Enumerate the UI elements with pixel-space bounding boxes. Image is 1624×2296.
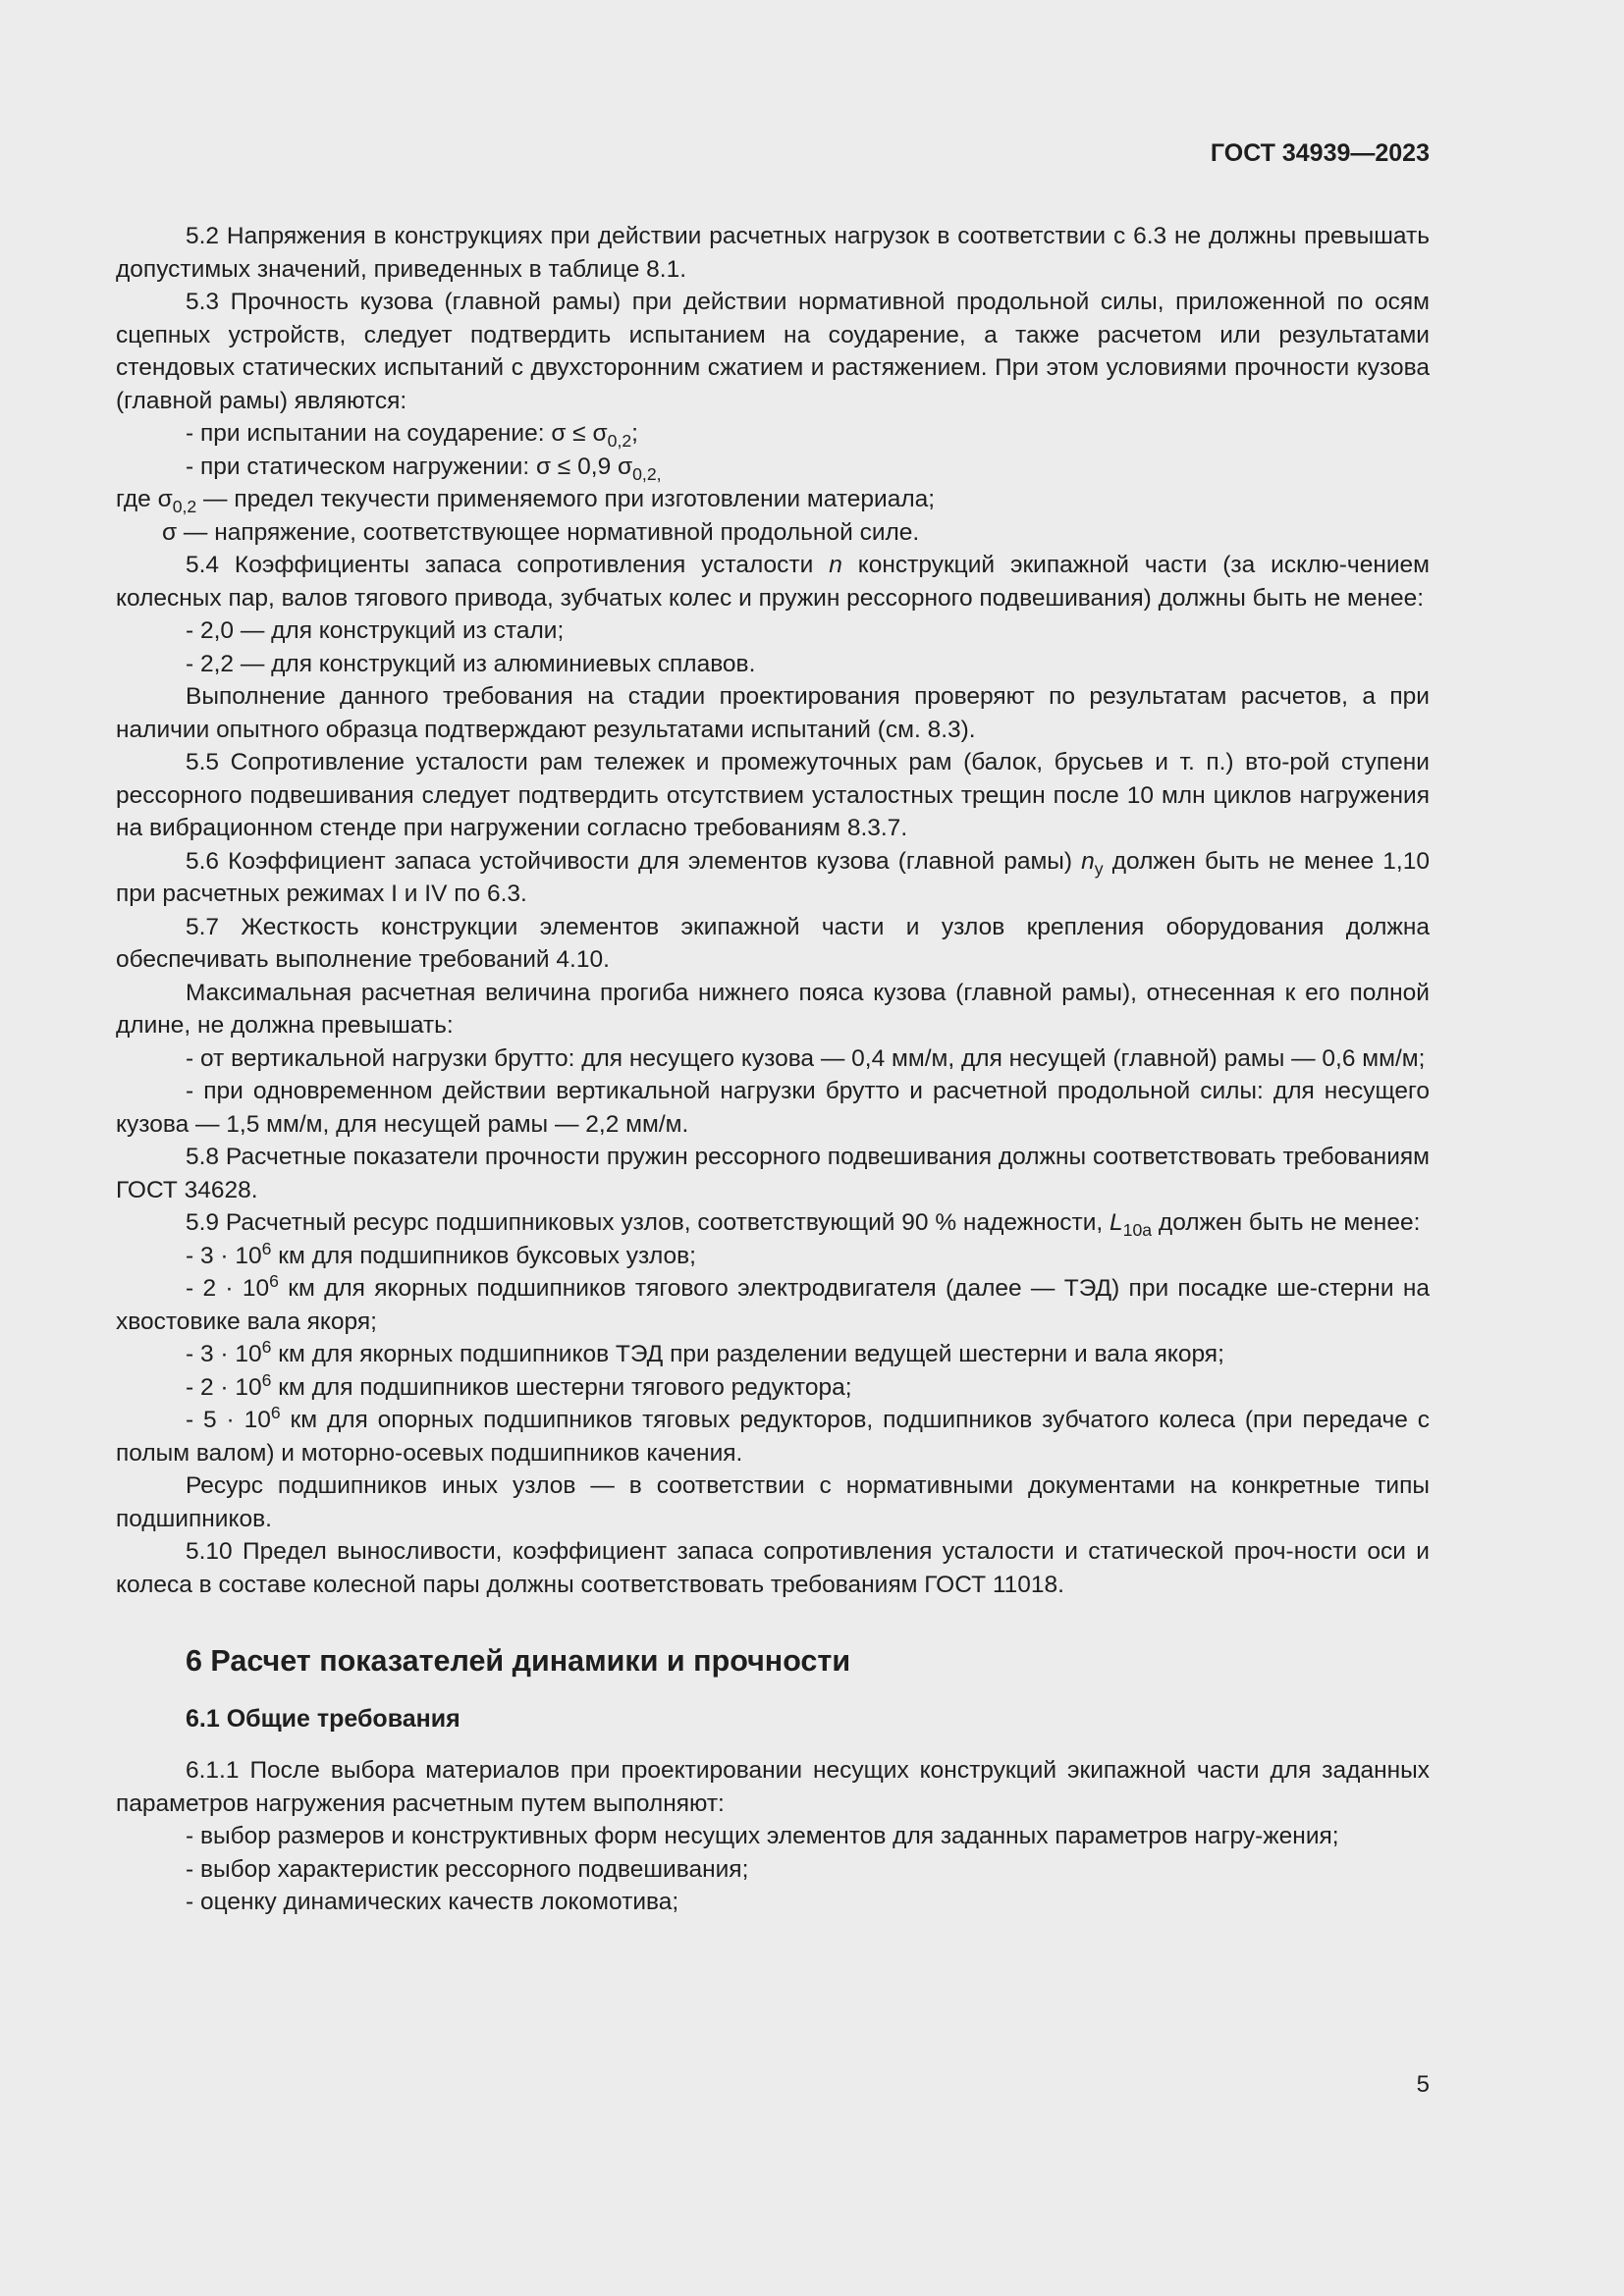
paragraph-5-6: 5.6 Коэффициент запаса устойчивости для элементов кузова (главной рамы) $n_у$ должен быть не менее 1,10 при расчетных режимах I и IV по 6.3. (116, 847, 1430, 907)
paragraph-5-9-item-1: - $3 \cdot 10^6$ км для подшипников буксовых узлов; (186, 1238, 696, 1269)
paragraph-5-7-item-2: - при одновременном действии вертикальной нагрузки брутто и расчетной продольной силы: для несущего кузова — 1,5 мм/м, для несущей рамы — 2,2 мм/м. (116, 1078, 1430, 1138)
paragraph-5-3-where: где $\sigma_{0,2}$ — предел текучести применяемого при изготовлении материала; (116, 486, 936, 516)
paragraph-5-9-note: Ресурс подшипников иных узлов — в соответствии с нормативными документами на конкретные типы подшипников. (116, 1472, 1430, 1532)
paragraph-5-8: 5.8 Расчетные показатели прочности пружин рессорного подвешивания должны соответствовать требованиям ГОСТ 34628. (116, 1144, 1430, 1203)
document-page (116, 137, 1430, 1919)
paragraph-5-7-b: Максимальная расчетная величина прогиба нижнего пояса кузова (главной рамы), отнесенная к его полной длине, не должна превышать: (116, 979, 1430, 1039)
document-body (116, 220, 1430, 1919)
paragraph-5-9-item-3: - $3 \cdot 10^6$ км для якорных подшипников ТЭД при разделении ведущей шестерни и вала якоря; (186, 1336, 1224, 1367)
paragraph-6-1-1-item-3: - оценку динамических качеств локомотива; (186, 1889, 679, 1915)
paragraph-5-9: 5.9 Расчетный ресурс подшипниковых узлов, соответствующий 90 % надежности, $L_{10a}$ должен быть не менее: (186, 1209, 1421, 1240)
paragraph-5-3: 5.3 Прочность кузова (главной рамы) при действии нормативной продольной силы, приложенной по осям сцепных устройств, следует подтвердить испытанием на соударение, а также расчетом или результатами стендовых статических испытаний с двухсторонним сжатием и растяжением. При этом условиями прочности кузова (главной рамы) являются: (116, 289, 1430, 414)
paragraph-5-9-item-2: - $2 \cdot 10^6$ км для якорных подшипников тягового электродвигателя (далее — ТЭД) при посадке ше-стерни на хвостовике вала якоря; (116, 1270, 1430, 1335)
paragraph-5-9-item-4: - $2 \cdot 10^6$ км для подшипников шестерни тягового редуктора; (186, 1369, 852, 1401)
paragraph-5-3-sigma: σ — напряжение, соответствующее нормативной продольной силе. (162, 518, 920, 546)
document-number: ГОСТ 34939—2023 (1210, 139, 1430, 167)
paragraph-5-3-item-a: - при испытании на соударение: $\sigma \le \sigma_{0,2}$; (186, 420, 638, 451)
paragraph-5-4-item-1: - 2,0 — для конструкций из стали; (186, 617, 565, 644)
paragraph-6-1-1-item-2: - выбор характеристик рессорного подвешивания; (186, 1855, 749, 1883)
paragraph-5-4: 5.4 Коэффициенты запаса сопротивления усталости n конструкций экипажной части (за исклю-чением колесных пар, валов тягового привода, зубчатых колес и пружин рессорного подвешивания) должны быть не менее: (116, 552, 1431, 612)
paragraph-6-1-1: 6.1.1 После выбора материалов при проектировании несущих конструкций экипажной части для заданных параметров нагружения расчетным путем выполняют: (116, 1757, 1430, 1817)
paragraph-5-7: 5.7 Жесткость конструкции элементов экипажной части и узлов крепления оборудования должна обеспечивать выполнение требований 4.10. (116, 913, 1430, 973)
paragraph-5-2: 5.2 Напряжения в конструкциях при действии расчетных нагрузок в соответствии с 6.3 не должны превышать допустимых значений, приведенных в таблице 8.1. (116, 223, 1430, 283)
paragraph-5-3-item-b: - при статическом нагружении: σ ≤ 0,9 $\sigma_{0,2,}$ (186, 453, 662, 484)
paragraph-5-5: 5.5 Сопротивление усталости рам тележек и промежуточных рам (балок, брусьев и т. п.) вто-рой ступени рессорного подвешивания следует подтвердить отсутствием усталостных трещин после 10 млн циклов нагружения на вибрационном стенде при нагружении согласно требованиям 8.3.7. (116, 749, 1430, 841)
paragraph-6-1-1-item-1: - выбор размеров и конструктивных форм несущих элементов для заданных параметров нагру-жения; (186, 1823, 1339, 1849)
paragraph-5-7-item-1: - от вертикальной нагрузки брутто: для несущего кузова — 0,4 мм/м, для несущей (главной) рамы — 0,6 мм/м; (186, 1044, 1426, 1072)
section-6-1-title: 6.1 Общие требования (186, 1705, 460, 1733)
paragraph-5-10: 5.10 Предел выносливости, коэффициент запаса сопротивления усталости и статической проч-ности оси и колеса в составе колесной пары должны соответствовать требованиям ГОСТ 11018. (116, 1538, 1430, 1598)
section-6-title: 6 Расчет показателей динамики и прочности (186, 1644, 851, 1678)
paragraph-5-4-item-2: - 2,2 — для конструкций из алюминиевых сплавов. (186, 650, 756, 677)
paragraph-5-9-item-5: - $5 \cdot 10^6$ км для опорных подшипников тяговых редукторов, подшипников зубчатого колеса (при передаче с полым валом) и моторно-осевых подшипников качения. (116, 1402, 1430, 1467)
page-number: 5 (1416, 2071, 1430, 2098)
paragraph-5-4-note: Выполнение данного требования на стадии проектирования проверяют по результатам расчетов, а при наличии опытного образца подтверждают результатами испытаний (см. 8.3). (116, 683, 1430, 743)
